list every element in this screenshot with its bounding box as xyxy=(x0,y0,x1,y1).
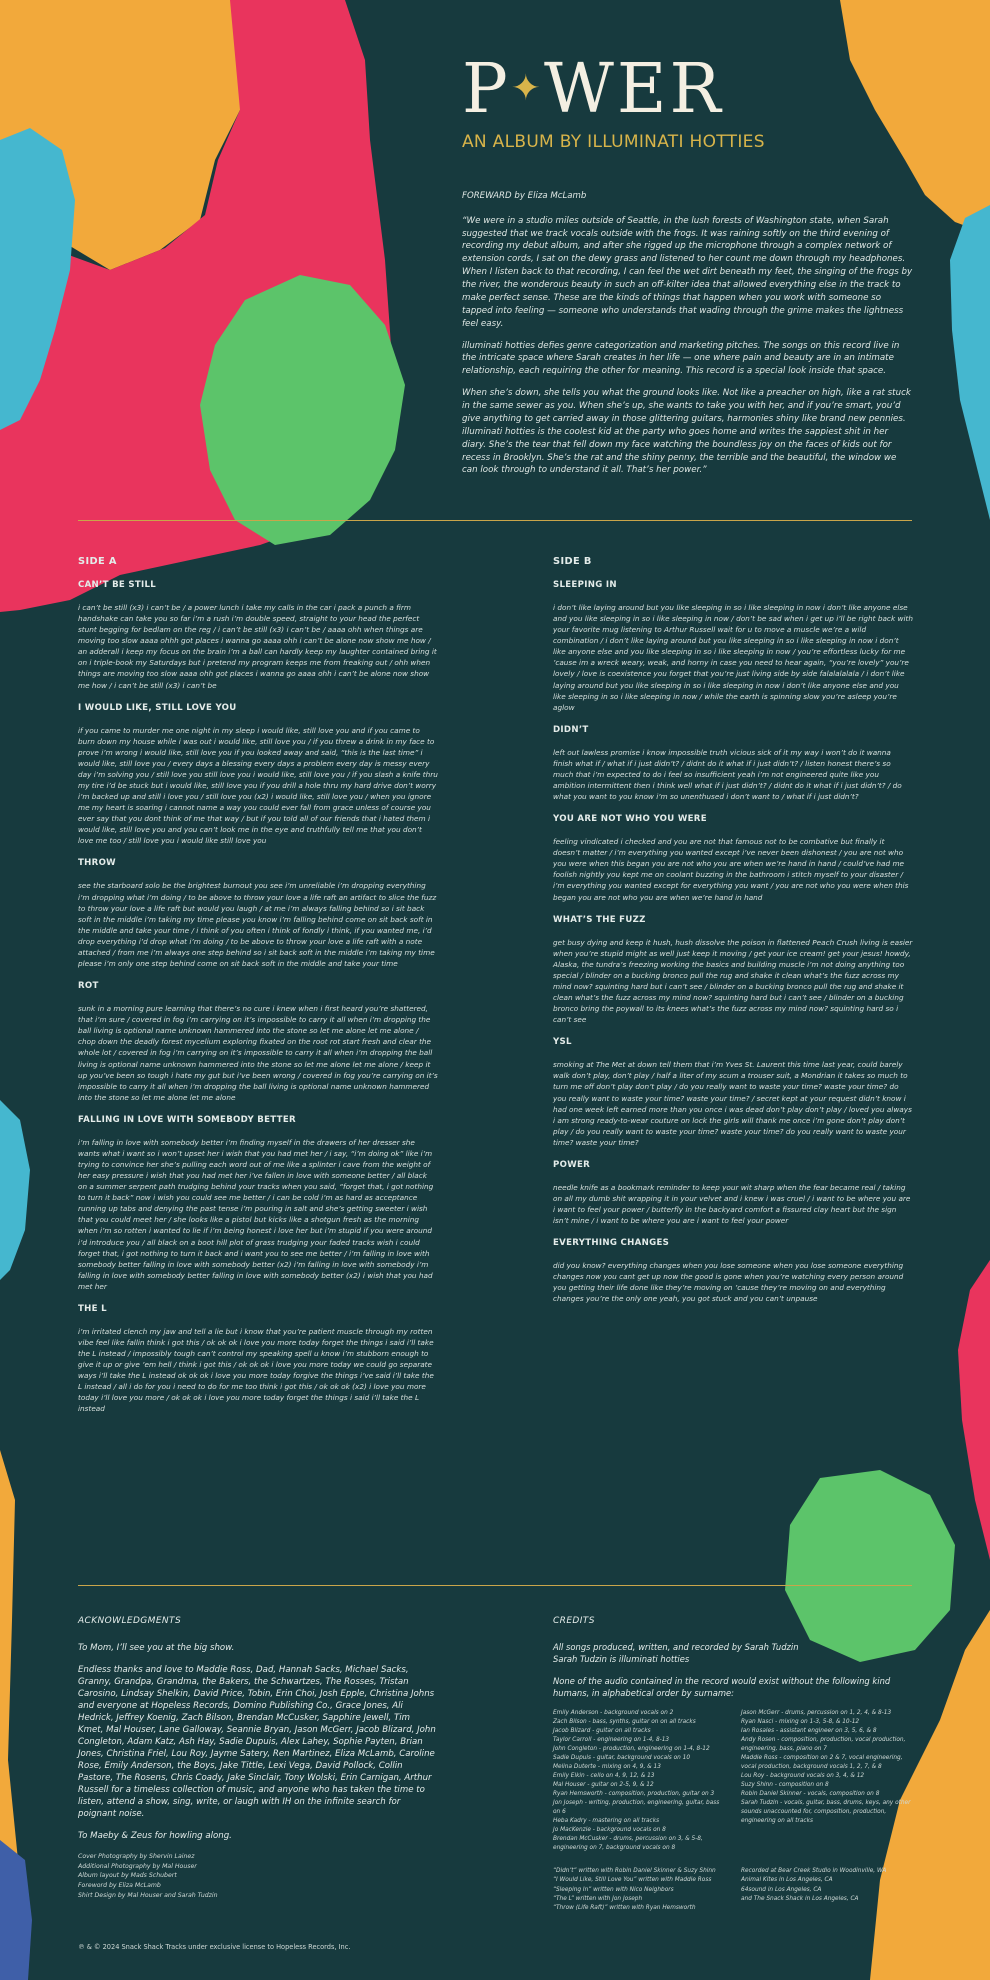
song-lyrics: i don’t like laying around but you like sleeping in so i like sleeping in now i don’t like anyone else and you like sleeping in so i like sleeping in now / don’t be sad when i get up i’ll be right back with your favorite mug listening to Arthur Russell wait for u to move a muscle we’re a wild combination / i don’t like laying around but you like sleeping in so i like sleeping in now i don’t like anyone else and you like sleeping in so i like sleeping in now / you’re effortless lucky for me ’cause im a wreck weary, weak, and horny in case you need to hear again, “you’re lovely” you’re lovely / love is coexistence you forget that you’re just living side by side falalalalala / i don’t like laying around but you like sleeping in so i like sleeping in now i don’t like anyone else and you like sleeping in so i like sleeping in now / while the earth is spinning slow you’re asleep you’re aglow xyxy=(553,603,913,712)
art-credit-line: Foreword by Eliza McLamb xyxy=(78,1881,161,1889)
song-title: THROW xyxy=(78,858,116,869)
credits-intro: None of the audio contained in the record would exist without the following kind humans, in alphabetical order by surname: xyxy=(553,1675,891,1698)
song xyxy=(78,703,438,847)
writing-credit-line: “Throw (Life Raft)” written with Ryan Hemsworth xyxy=(553,1905,696,1912)
crew-line: Sadie Dupuis - guitar, background vocals on 10 xyxy=(553,1755,691,1762)
credits-title: CREDITS xyxy=(553,1616,595,1626)
song-lyrics: i’m irritated clench my jaw and tell a lie but i know that you’re patient muscle through my rotten vibe feel like fallin think i got this / ok ok ok i love you more today forget the things i said i’ll take the L instead / impossibly tough can’t control my speaking spell u know i’m stubborn enough to give it up or give ’em hell / think i got this / ok ok ok i love you more today we could go separate ways i’ll take the L instead ok ok ok i love you more today forgive the things i’ve said i’ll take the L instead / all i do for you i need to do for me too think i got this / ok ok ok (x2) i love you more today i’ll love you more / ok ok ok i love you more today forget the things i said i’ll take the L instead xyxy=(78,1326,434,1414)
ack-mom: To Mom, I’ll see you at the big show. xyxy=(78,1642,235,1653)
crew-line: Maddie Ross - composition on 2 & 7, vocal engineering, vocal production, background vocals 1, 2, 7, & 8 xyxy=(741,1755,903,1771)
song-title: THE L xyxy=(78,1303,107,1314)
divider xyxy=(78,520,912,521)
crew-line: Jon Joseph - writing, production, engineering, guitar, bass on 6 xyxy=(553,1800,720,1816)
song-lyrics: did you know? everything changes when you lose someone when you lose someone everything changes now you cant get up now the good is gone when you’re watching every person around you getting their life done like they’re moving on ’cause they’re moving on and everything changes you’re the only one yeah, you got stuck and you can’t unpause xyxy=(553,1261,904,1304)
song-lyrics: left out lawless promise i know impossible truth vicious sick of it my way i won’t do it wanna finish what if / what if i just didn’t? / didnt do it what if i just didn’t? / listen honest there’s so much that i’m expected to do i feel so insufficient yeah i’m not engineered quite like you ambition intermittent then i think well what if i just didn’t? / didnt do it what if i just didn’t? / do what you want to you know i’m so unenthused i don’t want to / what if i just didn’t? xyxy=(553,747,902,802)
song xyxy=(553,725,913,802)
recording-line: Animal Kites in Los Angeles, CA xyxy=(741,1877,833,1884)
song-title: WHAT’S THE FUZZ xyxy=(553,914,646,925)
credits-produced: All songs produced, written, and recorded by Sarah Tudzin Sarah Tudzin is illuminati hotties xyxy=(553,1641,799,1664)
crew-line: Ryan Hemsworth - composition, production, guitar on 3 xyxy=(553,1791,715,1798)
writing-credit-line: “The L” written with Jon Joseph xyxy=(553,1896,643,1902)
song-lyrics: if you came to murder me one night in my sleep i would like, still love you and if you came to burn down my house while i was out i would like, still love you / if you threw a drink in my face to prove i’m wrong i would like, still love you if you looked away and said, “this is the last time” i would like, still love you / every days a blessing every days a problem every day is messy every day i’m solving you / still love you still love you i would like, still love you / if you slash a knife thru my tire i’d be stuck but i would like, still love you if you drill a hole thru my hard drive don’t worry i’m backed up and still i love you / still love you (x2) i would like, still love you / when you ignore me my heart is soaring i cannot name a way you could ever fall from grace unless of course you ever say that you dont think of me that way / but if you told all of our friends that i hated them i would like, still love you and you can’t look me in the eye and truthfully tell me that you don’t love me too / still love you i would like still love you xyxy=(78,725,438,846)
writing-and-recording xyxy=(553,1867,913,1913)
song xyxy=(78,981,438,1103)
song xyxy=(78,1115,438,1292)
crew-line: Heba Kadry - mastering on all tracks xyxy=(553,1818,660,1825)
crew-column-left xyxy=(553,1709,725,1853)
art-credit-line: Additional Photography by Mal Houser xyxy=(78,1862,197,1870)
song xyxy=(553,1037,913,1148)
song-title: FALLING IN LOVE WITH SOMEBODY BETTER xyxy=(78,1114,296,1125)
art-credits xyxy=(78,1852,438,1900)
song xyxy=(78,580,438,691)
foreword xyxy=(462,190,914,486)
art-credit-line: Cover Photography by Shervin Lainez xyxy=(78,1853,195,1861)
copyright: ℗ & © 2024 Snack Shack Tracks under exclusive license to Hopeless Records, Inc. xyxy=(78,1943,351,1951)
crew-line: Taylor Carroll - engineering on 1-4, 8-13 xyxy=(553,1737,670,1744)
song-lyrics: sunk in a morning pure learning that there’s no cure i knew when i first heard you’re shattered, that i’m sure / covered in fog i’m carrying on it’s impossible to carry it all when i’m dropping the ball living is optional name unknown hammered into the stone so let me alone let me alone / chop down the deadly forest mycelium exploring fixated on the root rot start fresh and clear the whole lot / covered in fog i’m carrying on it’s impossible to carry it all when i’m dropping the ball living is optional name unknown hammered into the stone so let me alone let me alone / keep it up you’ve been so tough i hate my gut but i’ve been wrong / covered in fog you’re carrying on it’s impossible to carry it all when i’m dropping the ball living is optional name unknown hammered into the stone so let me alone let me alone xyxy=(78,1004,438,1102)
crew-column-right xyxy=(741,1709,913,1853)
crew-line: Sarah Tudzin - vocals, guitar, bass, drums, keys, any other sounds unaccounted for, composition, production, engineering on all tracks xyxy=(741,1800,911,1825)
crew-line: Melina Duterte - mixing on 4, 9, & 13 xyxy=(553,1764,661,1771)
side-b-label: SIDE B xyxy=(553,556,592,567)
song-title: ROT xyxy=(78,981,99,992)
recording-line: and The Snack Shack in Los Angeles, CA xyxy=(741,1896,859,1902)
crew-line: Emily Elkin - cello on 4, 9, 12, & 13 xyxy=(553,1773,655,1780)
crew-line: Suzy Shinn - composition on 8 xyxy=(741,1782,829,1789)
song-lyrics: i’m falling in love with somebody better i’m finding myself in the drawers of her dresser she wants what i want so i won’t upset her i wish that you had met her / i say, “i’m doing ok” like i’m trying to convince her she’s pulling each word out of me like a splinter i cave from the weight of her easy pressure i wish that you had met her i’ve fallen in love with someone better / all black on a summer serpent path trudging behind your tracks when you said, “forget that, i got nothing to turn it back” now i wish you could see me better / i can be cold i’m as hard as acceptance running up tabs and denying the past tense i’m pouring in salt and she’s getting sweeter i wish that you could meet her / she looks like a pistol but kicks like a shotgun fresh as the morning when i’m so rotten i wanted to lie if i’m being honest i love her but i’m stupid if you were around i’d introduce you / all black on a boot hill plot of grass trudging your faded tracks wish i could forget that, i got nothing to turn it back and i want you to see me better / i’m falling in love with somebody better falling in love with somebody better (x2) i’m falling in love with somebody i’m falling in love with somebody better falling in love with somebody better (x2) i wish that you had met her xyxy=(78,1137,434,1291)
writing-credits xyxy=(553,1867,725,1913)
crew-line: Emily Anderson - background vocals on 2 xyxy=(553,1710,674,1717)
song-lyrics: smoking at The Met at down tell them that i’m Yves St. Laurent this time last year, could barely walk don’t play, don’t play / half a liter of my scum a trouser suit, a Mondrian it takes so much to turn me off don’t play don’t play / do you really want to waste your time? waste your time? do you really want to waste your time? waste your time? / secret kept at your request didn’t know i had one week left earned more than you once i was dead don’t play don’t play / loved you always i am strong ready-to-wear couture on lock the girls will thank me once i’m gone don’t play don’t play / do you really want to waste your time? waste your time? do you really want to waste your time? waste your time? xyxy=(553,1060,912,1147)
side-b-column xyxy=(553,556,913,1317)
song-lyrics: needle knife as a bookmark reminder to keep your wit sharp when the fear became real / taking on all my dumb shit wrapping it in your velvet and i knew i was cruel / i want to be where you are i want to feel your power / butterfly in the backyard comfort a fissured clay heart but the sign isn’t mine / i want to be where you are i want to feel your power xyxy=(553,1182,911,1226)
foreword-label: FOREWARD by Eliza McLamb xyxy=(462,191,587,201)
song xyxy=(78,858,438,969)
crew-list xyxy=(553,1709,913,1853)
crew-line: Zach Bilson - bass, synths, guitar on on all tracks xyxy=(553,1719,696,1726)
song xyxy=(78,1304,438,1415)
song-title: SLEEPING IN xyxy=(553,580,617,590)
art-credit-line: Album layout by Mads Schubert xyxy=(78,1872,177,1880)
crew-line: Lou Roy - background vocals on 3, 4, & 12 xyxy=(741,1773,865,1780)
song-lyrics: feeling vindicated i checked and you are not that famous not to be combative but finally it doesn’t matter / i’m everything you wanted except i’ve never been dishonest / you are not who you were when this began you are not who you are when we’re hand in hand / could’ve had me foolish nightly you kept me on coolant buzzing in the bathroom i stitch myself to your disaster / i’m everything you wanted except for everything you want / you are not who you were when this began you are not who you are when we’re hand in hand xyxy=(553,837,909,902)
song-lyrics: get busy dying and keep it hush, hush dissolve the poison in flattened Peach Crush living is easier when you’re stupid might as well just keep it moving / get your ice cream! get your jesus! howdy, Alaska, the tundra’s freezing working the basics and building muscle i’m not doing anything too special / blinder on a bucking bronco pull the rug and shake it clean what’s the fuzz across my mind now? squinting hard but i can’t see / blinder on a bucking bronco pull the rug and shake it clean what’s the fuzz across my mind now? squinting hard but i can’t see / blinder on a bucking bronco bring the poywall to its knees what’s the fuzz across my mind now? squinting hard so i can’t see xyxy=(553,937,913,1025)
song xyxy=(553,915,913,1026)
side-a-column xyxy=(78,556,438,1427)
recording-line: 64sound in Los Angeles, CA xyxy=(741,1886,822,1893)
art-credit-line: Shirt Design by Mal Houser and Sarah Tudzin xyxy=(78,1891,218,1899)
crew-line: Jacob Blizard - guitar on all tracks xyxy=(553,1728,651,1735)
song-title: POWER xyxy=(553,1159,591,1170)
crew-line: Andy Rosen - composition, production, vocal production, engineering, bass, piano on 7 xyxy=(741,1737,906,1753)
song-title: EVERYTHING CHANGES xyxy=(553,1238,670,1249)
acknowledgments-title: ACKNOWLEDGMENTS xyxy=(78,1616,182,1626)
writing-credit-line: “Didn’t” written with Robin Daniel Skinner & Suzy Shinn xyxy=(553,1868,716,1875)
recording-locations xyxy=(741,1867,913,1913)
crew-line: Jo MacKenzie - background vocals on 8 xyxy=(553,1827,666,1834)
side-a-label: SIDE A xyxy=(78,556,117,567)
crew-line: Mal Houser - guitar on 2-5, 9, & 12 xyxy=(553,1782,654,1789)
song xyxy=(553,1160,913,1226)
song-title: CAN’T BE STILL xyxy=(78,580,157,590)
acknowledgments xyxy=(78,1615,438,1900)
ack-pets: To Maeby & Zeus for howling along. xyxy=(78,1831,232,1842)
star-icon: ✦ xyxy=(510,67,544,109)
recording-line: Recorded at Bear Creek Studio in Woodinville, WA xyxy=(741,1868,887,1875)
song-title: YOU ARE NOT WHO YOU WERE xyxy=(553,814,707,825)
album-header xyxy=(462,50,792,152)
writing-credit-line: “I Would Like, Still Love You” written with Maddie Ross xyxy=(553,1877,712,1884)
crew-line: Jason McGerr - drums, percussion on 1, 2, 4, & 8-13 xyxy=(741,1710,892,1717)
crew-line: Brendan McCusker - drums, percussion on 3, & 5-8, engineering on 7, background vocals on 8 xyxy=(553,1836,703,1852)
credits xyxy=(553,1615,913,1914)
album-subtitle: AN ALBUM BY ILLUMINATI HOTTIES xyxy=(462,132,765,152)
song-lyrics: see the starboard solo be the brightest burnout you see i’m unreliable i’m dropping everything i’m dropping what i’m doing / to be above to throw your love a life raft an artifact to slice the fuzz to throw your love a life raft but would you laugh / at me i’m always falling behind so i sit back soft in the middle i’m taking my time please you know i’m falling behind come on sit back soft in the middle and take your time / i think of you often i think of fondly i think, if you wanted me, i’d drop everything i’d drop what i’m doing / to be above to throw your love a life raft with a note attached / from me i’m always one step behind so i sit back soft in the middle i’m taking my time please i’m only one step behind come on sit back soft in the middle and take your time xyxy=(78,881,437,969)
song xyxy=(553,814,913,902)
crew-line: John Congleton - production, engineering on 1-4, 8-12 xyxy=(553,1746,710,1753)
foreword-paragraph: illuminati hotties defies genre categorization and marketing pitches. The songs on this record live in the intricate space where Sarah creates in her life — one where pain and beauty are in an intimate relationship, each requiring the other for meaning. This record is a special look inside that space. xyxy=(462,340,900,377)
crew-line: Ryan Nasci - mixing on 1-3, 5-8, & 10-12 xyxy=(741,1719,860,1726)
crew-line: Robin Daniel Skinner - vocals, composition on 8 xyxy=(741,1791,880,1798)
ack-thanks: Endless thanks and love to Maddie Ross, Dad, Hannah Sacks, Michael Sacks, Granny, Grandpa, Grandma, the Bakers, the Schwartzes, The Rosses, Tristan Carosino, Lindsay Shelkin, David Price, Tobin, Erin Choi, Josh Epple, Christina Johns and everyone at Hopeless Records, Domino Publishing Co., Grace Jones, Ali Hedrick, Jeffrey Koenig, Zach Bilson, Brendan McCusker, Sapphire Jewell, Tim Kmet, Mal Houser, Lane Galloway, Seannie Bryan, Jason McGerr, Jacob Blizard, John Congleton, Adam Katz, Ash Hay, Sadie Dupuis, Alex Lahey, Sophie Payten, Brian Jones, Christina Friel, Lou Roy, Jayme Satery, Ren Martinez, Eliza McLamb, Caroline Rose, Emily Anderson, the Boys, Jake Tittle, Lexi Vega, David Pollock, Collin Pastore, The Rosens, Chris Coady, Jake Sinclair, Tony Wolski, Erin Carnigan, Arthur Russell for a timeless collection of music, and anyone who has taken the time to listen, attend a show, sing, write, or laugh with IH on the infinite search for poignant noise. xyxy=(78,1664,436,1819)
song-title: YSL xyxy=(553,1037,572,1048)
foreword-paragraph: When she’s down, she tells you what the ground looks like. Not like a preacher on high, like a rat stuck in the same sewer as you. When she’s up, she wants to take you with her, and if you’re smart, you’d give anything to get carried away in those glittering guitars, harmonies shiny like brand new pennies. illuminati hotties is the coolest kid at the party who goes home and writes the sappiest shit in her diary. She’s the tear that fell down my face watching the boundless joy on the faces of kids out for recess in Brooklyn. She’s the rat and the shiny penny, the terrible and the beautiful, the window we can look through to understand it all. That’s her power.” xyxy=(462,388,911,476)
song-lyrics: i can’t be still (x3) i can’t be / a power lunch i take my calls in the car i pack a punch a firm handshake can take you so far i’m a rush i’m double speed, straight to your head the perfect stunt begging for bedlam on the reg / i can’t be still (x3) i can’t be / aaaa ohh when things are moving too slow aaaa ohhh got places i wanna go aaaa ohh i can’t be alone now show me how / an adderall i keep my focus on the brain i’m a ball can hardly keep my laughter contained bring it on i triple-book my Saturdays but i pretend my program keeps me from freaking out / ohh when things are moving too slow aaaa ohh got places i wanna go aaaa ohh i can’t be alone now show me how / i can’t be still (x3) i can’t be xyxy=(78,603,437,690)
crew-line: Ian Rosales - assistant engineer on 3, 5, 6, & 8 xyxy=(741,1728,877,1735)
song-title: I WOULD LIKE, STILL LOVE YOU xyxy=(78,702,237,713)
writing-credit-line: “Sleeping In” written with Nico Neighbors xyxy=(553,1886,674,1893)
album-title: P✦WER xyxy=(462,50,724,129)
foreword-paragraph: “We were in a studio miles outside of Seattle, in the lush forests of Washington state, when Sarah suggested that we track vocals outside with the frogs. It was raining softly on the third evening of recording my debut album, and after she rigged up the microphone through a complex network of extension cords, I sat on the dewy grass and listened to her count me down through my headphones. When I listen back to that recording, I can feel the wet dirt beneath my feet, the singing of the frogs by the river, the wonderous beauty in such an off-kilter idea that allowed everything else in the track to make perfect sense. These are the kinds of things that happen when you work with someone so tapped into feeling — someone who understands that wading through the grime makes the lightness feel easy. xyxy=(462,215,913,329)
song xyxy=(553,580,913,713)
song xyxy=(553,1238,913,1304)
song-title: DIDN’T xyxy=(553,724,589,735)
divider xyxy=(78,1585,912,1586)
